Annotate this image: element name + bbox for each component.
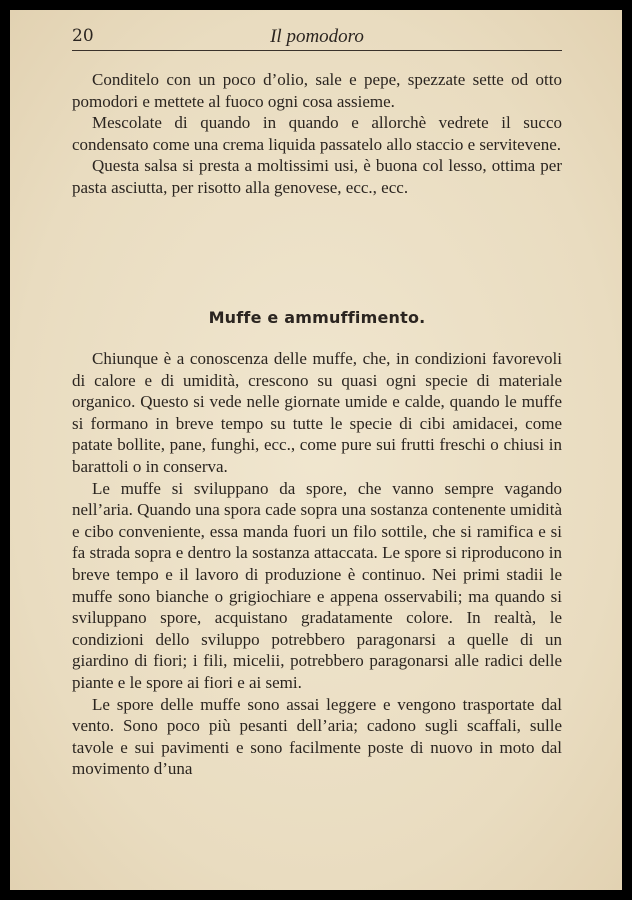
paragraph: Le spore delle muffe sono assai leggere e vengono trasportate dal vento. Sono poco più pesanti dell’aria; cadono sugli scaffali, sulle tavole e sui pavimenti e sono facilmente poste di nuovo in moto dal movimento d’una: [72, 694, 562, 779]
page-number: 20: [72, 26, 94, 46]
page-header: [72, 20, 562, 51]
paragraph: Chiunque è a conoscenza delle muffe, che, in condizioni favorevoli di calore e di umidità, crescono su quasi ogni specie di materiale organico. Questo si vede nelle giornate umide e calde, quando le muffe si formano in breve tempo su tutte le specie di cibi amidacei, come patate bollite, pane, funghi, ecc., come pure sui frutti freschi o chiusi in barattoli o in conserva.: [72, 349, 562, 476]
section-heading: Muffe e ammuffimento.: [208, 308, 426, 327]
paragraph: Le muffe si sviluppano da spore, che vanno sempre vagando nell’aria. Quando una spora cade sopra una sostanza contenente umidità e cibo conveniente, essa manda fuori un filo sottile, che si ramifica e si fa strada sopra e dentro la sostanza attaccata. Le spore si riproducono in breve tempo e il lavoro di produzione è continuo. Nei primi stadii le muffe sono bianche o grigiochiare e appena osservabili; ma quando si sviluppano spore, acquistano gradatamente colore. In realtà, le condizioni dello sviluppo potrebbero paragonarsi a quelle di un giardino di fiori; i fili, micelii, potrebbero paragonarsi alle radici delle piante e le spore ai fiori e ai semi.: [72, 478, 562, 692]
intro-text: [72, 69, 562, 199]
paragraph: Mescolate di quando in quando e allorchè vedrete il succo condensato come una crema liquida passatelo allo staccio e servitevene.: [72, 113, 562, 154]
paragraph: Questa salsa si presta a moltissimi usi, è buona col lesso, ottima per pasta asciutta, per risotto alla genovese, ecc., ecc.: [72, 156, 562, 197]
running-title: Il pomodoro: [270, 26, 364, 47]
paragraph: Conditelo con un poco d’olio, sale e pepe, spezzate sette od otto pomodori e mettete al fuoco ogni cosa assieme.: [72, 70, 562, 111]
section-text: [72, 348, 562, 780]
book-page: [10, 10, 622, 890]
